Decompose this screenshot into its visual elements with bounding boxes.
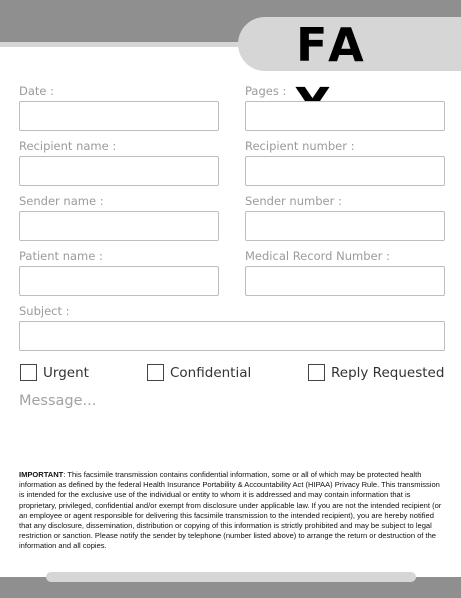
pages-label: Pages : [245,84,287,98]
pages-field[interactable] [245,101,445,131]
sender-number-field[interactable] [245,211,445,241]
sender-name-field[interactable] [19,211,219,241]
date-field[interactable] [19,101,219,131]
medical-record-number-label: Medical Record Number : [245,249,390,263]
sender-name-label: Sender name : [19,194,104,208]
urgent-option[interactable] [20,364,89,381]
notice-text: : This facsimile transmission contains confidential information, some or all of which may be protected health information as defined by the federal Health Insurance Portability & Accountability Act (HIPAA) Privacy Rule. This transmission is intended for the exclusive use of the individual or entity to whom it is addressed and may contain information that is proprietary, privileged, confidential and/or exempt from disclosure under applicable law. If you are not the intended recipient (or an employee or agent responsible for delivering this facsimile transmission to the intended recipient), you are hereby notified that any disclosure, dissemination, distribution or copying of this information is strictly prohibited and may be subject to legal restriction or sanction. Please notify the sender by telephone (number listed above) to arrange the return or destruction of the information and all copies. [19,470,442,551]
footer-pill [46,572,416,582]
medical-record-number-field[interactable] [245,266,445,296]
notice-heading: IMPORTANT [19,470,64,479]
fax-title: FA [296,18,370,72]
reply-requested-option[interactable] [308,364,444,381]
confidential-option[interactable] [147,364,251,381]
recipient-number-field[interactable] [245,156,445,186]
subject-field[interactable] [19,321,445,351]
urgent-checkbox[interactable] [20,364,37,381]
patient-name-field[interactable] [19,266,219,296]
header-stripe [0,42,250,47]
reply-requested-label: Reply Requested [331,364,445,381]
recipient-number-label: Recipient number : [245,139,355,153]
patient-name-label: Patient name : [19,249,103,263]
recipient-name-label: Recipient name : [19,139,117,153]
reply-requested-checkbox[interactable] [308,364,325,381]
date-label: Date : [19,84,55,98]
message-placeholder[interactable]: Message... [19,393,97,409]
confidentiality-notice [19,470,445,552]
recipient-name-field[interactable] [19,156,219,186]
confidential-checkbox[interactable] [147,364,164,381]
sender-number-label: Sender number : [245,194,342,208]
urgent-label: Urgent [43,364,89,381]
confidential-label: Confidential [170,364,252,381]
subject-label: Subject : [19,304,70,318]
